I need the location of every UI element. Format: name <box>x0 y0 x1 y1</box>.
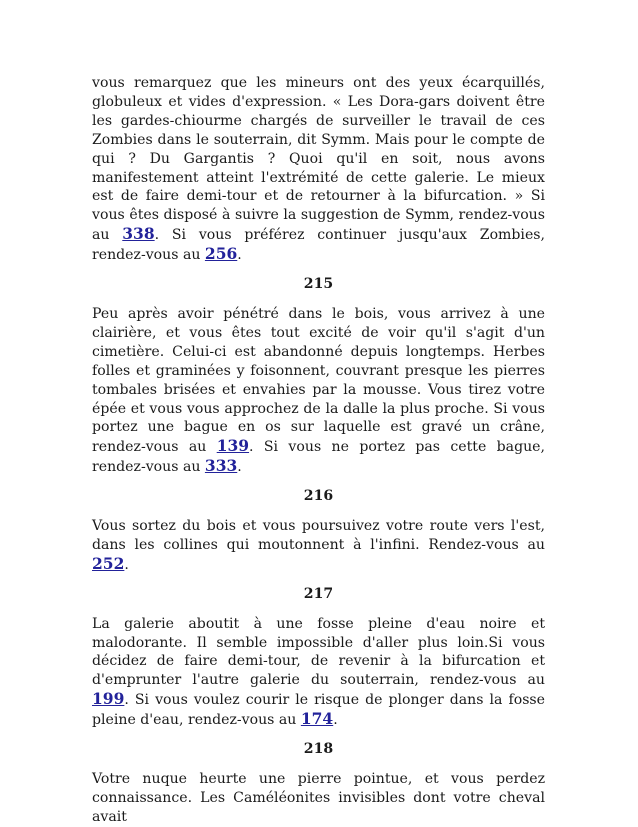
link-199[interactable]: 199 <box>92 689 125 709</box>
section-216-text <box>92 517 545 575</box>
text-run: vous remarquez que les mineurs ont des yeux écarquillés, globuleux et vides d'expression. « Les Dora-gars doivent être les gardes-chiourme chargés de surveiller le travail de ces Zombies dans le souterrain, dit Symm. Mais pour le compte de qui ? Du Gargantis ? Quoi qu'il en soit, nous avons manifestement atteint l'extrémité de cette galerie. Le mieux est de faire demi-tour et de retourner à la bifurcation. » Si vous êtes disposé à suivre la suggestion de Symm, rendez-vous au <box>92 75 545 244</box>
link-333[interactable]: 333 <box>204 456 238 476</box>
text-run: Peu après avoir pénétré dans le bois, vous arrivez à une clairière, et vous êtes tout excité de voir qu'il s'agit d'un cimetière. Celui-ci est abandonné depuis longtemps. Herbes folles et graminées y foisonnent, couvrant presque les pierres tombales brisées et envahies par la mousse. Vous tirez votre épée et vous vous approchez de la dalle la plus proche. Si vous portez une bague en os sur laquelle est gravé un crâne, rendez-vous au <box>92 305 545 456</box>
text-run: . <box>124 556 129 573</box>
section-number: 218 <box>303 741 334 758</box>
link-256[interactable]: 256 <box>204 244 238 264</box>
text-run: . Si vous voulez courir le risque de plonger dans la fosse pleine d'eau, rendez-vous au <box>92 692 545 729</box>
text-run: La galerie aboutit à une fosse pleine d'eau noire et malodorante. Il semble impossible d'aller plus loin.Si vous décidez de faire demi-tour, de revenir à la bifurcation et d'emprunter l'autre galerie du souterrain, rendez-vous au <box>92 615 545 689</box>
book-page <box>92 74 545 827</box>
text-run: Votre nuque heurte une pierre pointue, et vous perdez connaissance. Les Caméléonites invisibles dont votre cheval avait <box>92 771 545 825</box>
text-run: . Si vous ne portez pas cette bague, rendez-vous au <box>92 439 545 476</box>
section-218-text <box>92 770 545 827</box>
section-number: 215 <box>303 276 334 293</box>
link-338[interactable]: 338 <box>122 224 155 244</box>
text-run: . <box>333 712 338 729</box>
text-run: Vous sortez du bois et vous poursuivez votre route vers l'est, dans les collines qui moutonnent à l'infini. Rendez-vous au <box>92 518 545 553</box>
link-252[interactable]: 252 <box>92 553 125 573</box>
section-217-text <box>92 615 545 730</box>
section-214-text <box>92 74 545 265</box>
section-number: 216 <box>303 488 334 505</box>
link-174[interactable]: 174 <box>300 709 334 729</box>
text-run: . <box>237 247 242 264</box>
text-run: . Si vous préférez continuer jusqu'aux Zombies, rendez-vous au <box>92 227 545 264</box>
section-number: 217 <box>303 585 334 602</box>
section-215-text <box>92 305 545 477</box>
text-run: . <box>237 459 242 476</box>
link-139[interactable]: 139 <box>216 436 250 456</box>
